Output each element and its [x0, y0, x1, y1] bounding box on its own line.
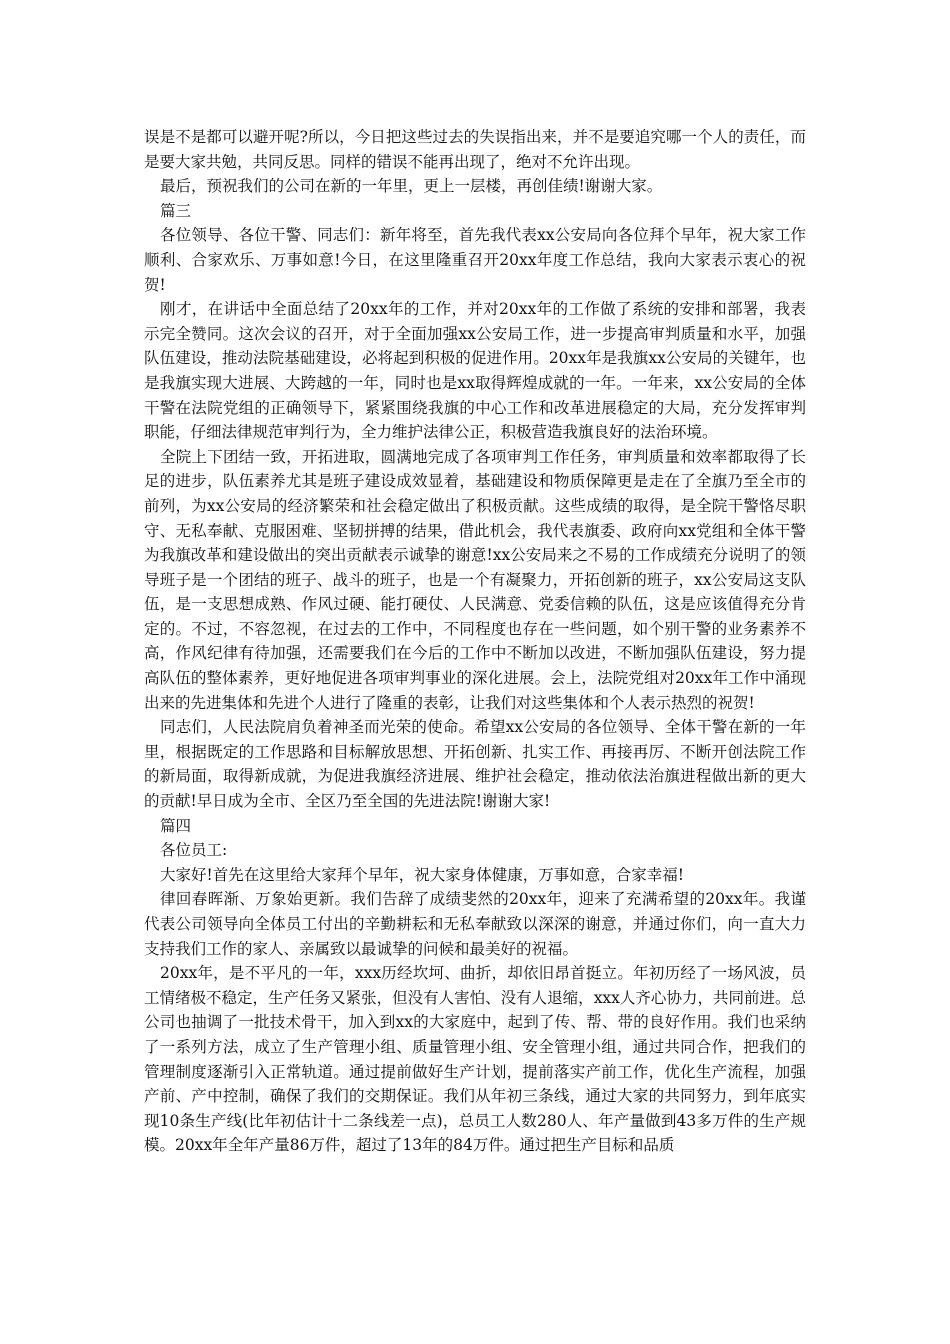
- paragraph: 最后，预祝我们的公司在新的一年里，更上一层楼，再创佳绩!谢谢大家。: [160, 177, 663, 196]
- paragraph: 各位领导、各位干警、同志们：新年将至，首先我代表xx公安局向各位拜个早年，祝大家工作顺利、合家欢乐、万事如意!今日，在这里隆重召开20xx年度工作总结，我向大家表示衷心的祝贺!: [144, 226, 806, 294]
- paragraph: 各位员工:: [160, 841, 228, 860]
- paragraph: 同志们，人民法院肩负着神圣而光荣的使命。希望xx公安局的各位领导、全体干警在新的一年里，根据既定的工作思路和目标解放思想、开拓创新、扎实工作、再接再厉、不断开创法院工作的新局面，取得新成就，为促进我旗经济进展、维护社会稳定，推动依法治旗进程做出新的更大的贡献!早日成为全市、全区乃至全国的先进法院!谢谢大家!: [144, 718, 806, 811]
- section-heading: 篇四: [160, 816, 192, 835]
- paragraph: 20xx年，是不平凡的一年，xxx历经坎坷、曲折，却依旧昂首挺立。年初历经了一场风波，员工情绪极不稳定，生产任务又紧张，但没有人害怕、没有人退缩，xxx人齐心协力，共同前进。总公司也抽调了一批技术骨干，加入到xx的大家庭中，起到了传、帮、带的良好作用。我们也采纳了一系列方法，成立了生产管理小组、质量管理小组、安全管理小组，通过共同合作，把我们的管理制度逐渐引入正常轨道。通过提前做好生产计划，提前落实产前工作，优化生产流程，加强产前、产中控制，确保了我们的交期保证。我们从年初三条线，通过大家的共同努力，到年底实现10条生产线(比年初估计十二条线差一点)，总员工人数280人、年产量做到43多万件的生产规模。20xx年全年产量86万件，超过了13年的84万件。通过把生产目标和品质: [144, 964, 806, 1155]
- paragraph: 刚才，在讲话中全面总结了20xx年的工作，并对20xx年的工作做了系统的安排和部署，我表示完全赞同。这次会议的召开，对于全面加强xx公安局工作，进一步提高审判质量和水平，加强队伍建设，推动法院基础建设，必将起到积极的促进作用。20xx年是我旗xx公安局的关键年，也是我旗实现大进展、大跨越的一年，同时也是xx取得辉煌成就的一年。一年来，xx公安局的全体干警在法院党组的正确领导下，紧紧围绕我旗的中心工作和改革进展稳定的大局，充分发挥审判职能，仔细法律规范审判行为，全力维护法律公正，积极营造我旗良好的法治环境。: [144, 300, 806, 442]
- paragraph: 大家好!首先在这里给大家拜个早年，祝大家身体健康，万事如意，合家幸福!: [160, 865, 684, 884]
- document-body: [144, 125, 806, 1158]
- section-heading: 篇三: [160, 201, 192, 220]
- paragraph: 全院上下团结一致，开拓进取，圆满地完成了各项审判工作任务，审判质量和效率都取得了长足的进步，队伍素养尤其是班子建设成效显着，基础建设和物质保障更是走在了全旗乃至全市的前列，为xx公安局的经济繁荣和社会稳定做出了积极贡献。这些成绩的取得，是全院干警恪尽职守、无私奉献、克服困难、坚韧拼搏的结果，借此机会，我代表旗委、政府向xx党组和全体干警为我旗改革和建设做出的突出贡献表示诚挚的谢意!xx公安局来之不易的工作成绩充分说明了的领导班子是一个团结的班子、战斗的班子，也是一个有凝聚力，开拓创新的班子，xx公安局这支队伍，是一支思想成熟、作风过硬、能打硬仗、人民满意、党委信赖的队伍，这是应该值得充分肯定的。不过，不容忽视，在过去的工作中，不同程度也存在一些问题，如个别干警的业务素养不高，作风纪律有待加强，还需要我们在今后的工作中不断加以改进，不断加强队伍建设，努力提高队伍的整体素养，更好地促进各项审判事业的深化进展。会上，法院党组对20xx年工作中涌现出来的先进集体和先进个人进行了隆重的表彰，让我们对这些集体和个人表示热烈的祝贺!: [144, 447, 806, 712]
- paragraph: 误是不是都可以避开呢?所以，今日把这些过去的失误指出来，并不是要追究哪一个人的责任，而是要大家共勉，共同反思。同样的错误不能再出现了，绝对不允许出现。: [144, 128, 806, 171]
- paragraph: 律回春晖渐、万象始更新。我们告辞了成绩斐然的20xx年，迎来了充满希望的20xx年。我谨代表公司领导向全体员工付出的辛勤耕耘和无私奉献致以深深的谢意，并通过你们，向一直大力支持我们工作的家人、亲属致以最诚挚的问候和最美好的祝福。: [144, 890, 806, 958]
